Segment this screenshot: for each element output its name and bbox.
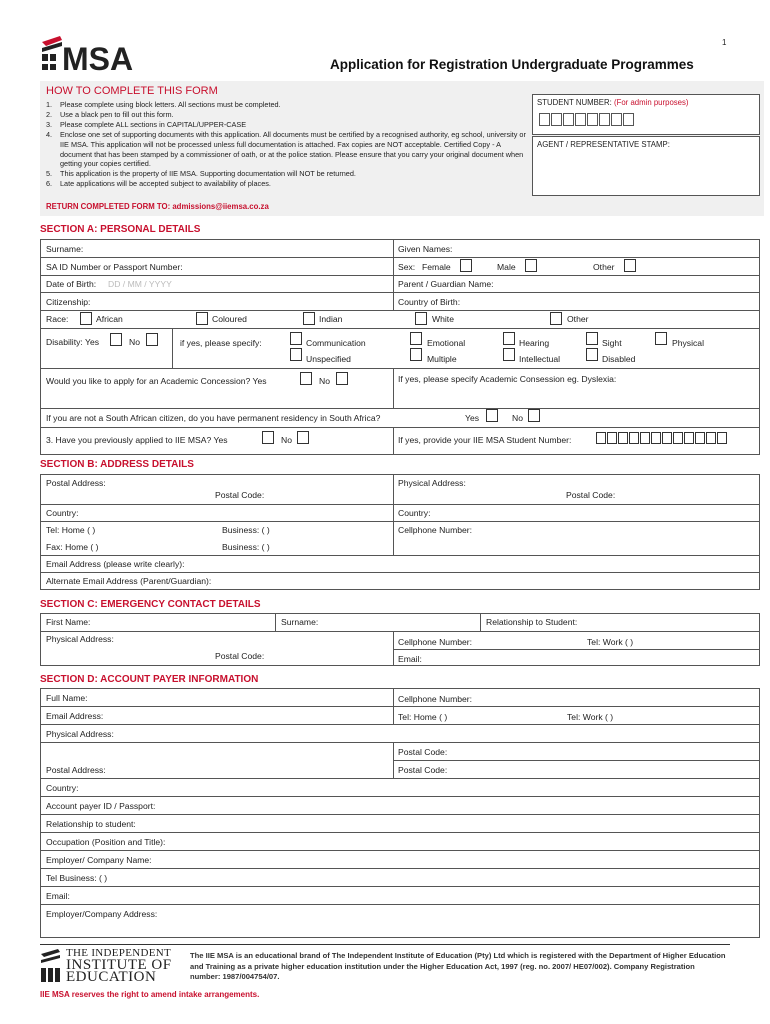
race-indian-checkbox[interactable] [303,312,315,325]
female-checkbox[interactable] [460,259,472,272]
race-african-label: African [96,314,123,324]
fax-home-label: Fax: Home ( ) [46,542,99,552]
male-label: Male [497,262,516,272]
residency-no-label: No [512,413,523,423]
physical-label: Physical [672,338,704,348]
disability-specify-label: if yes, please specify: [180,338,262,348]
payer-physical-postal-code-label: Postal Code: [398,747,448,757]
disability-intellectual-checkbox[interactable] [503,348,515,361]
disability-emotional-checkbox[interactable] [410,332,422,345]
instruction-item: 3. Please complete ALL sections in CAPITAL/UPPER-CASE [46,119,247,129]
section-a-title: SECTION A: PERSONAL DETAILS [40,224,201,235]
disability-physical-checkbox[interactable] [655,332,667,345]
sex-other-checkbox[interactable] [624,259,636,272]
emergency-email-label: Email: [398,654,422,664]
payer-postal-code-label: Postal Code: [398,765,448,775]
disability-communication-checkbox[interactable] [290,332,302,345]
surname-label: Surname: [46,244,84,254]
previous-yes-checkbox[interactable] [262,431,274,444]
concession-yes-checkbox[interactable] [300,372,312,385]
instruction-item: 1. Please complete using block letters. All sections must be completed. [46,100,281,109]
parent-name-label: Parent / Guardian Name: [398,279,494,289]
disabled-label: Disabled [602,354,636,364]
disability-no-label: No [129,337,140,347]
residency-no-checkbox[interactable] [528,409,540,422]
disability-label: Disability: Yes [46,337,100,347]
instructions-list [46,100,526,189]
tel-home-label: Tel: Home ( ) [46,525,96,535]
race-african-checkbox[interactable] [80,312,92,325]
race-label: Race: [46,314,69,324]
instruction-item: 5. This application is the property of IIE MSA. Supporting documentation will NOT be returned. [46,169,356,179]
residency-question: If you are not a South African citizen, do you have permanent residency in South Africa? [46,413,381,423]
id-number-label: SA ID Number or Passport Number: [46,262,183,272]
race-coloured-checkbox[interactable] [196,312,208,325]
page-number: 1 [722,38,727,47]
msa-logo [40,34,140,74]
disability-unspecified-checkbox[interactable] [290,348,302,361]
previous-no-label: No [281,435,292,445]
instruction-item: 4. Enclose one set of supporting documents with this application. All documents must be certified by a recognised authority, eg school, university or IIE MSA. This application will not be processed unless full documentation is attached. Fax copies are NOT acceptable. Certified Copy - A document that has been stamped by a commissioner of oath, or at the police station. Please ensure that you carry your original document when getting your copies certified. [46,129,526,169]
dob-label: Date of Birth: [46,279,97,289]
communication-label: Communication [306,338,366,348]
section-d-title: SECTION D: ACCOUNT PAYER INFORMATION [40,674,259,685]
citizenship-label: Citizenship: [46,297,91,307]
instructions-heading: HOW TO COMPLETE THIS FORM [46,85,218,97]
return-email-link[interactable]: admissions@iiemsa.co.za [172,202,269,211]
section-c-title: SECTION C: EMERGENCY CONTACT DETAILS [40,599,261,610]
emergency-postal-code-label: Postal Code: [215,651,265,661]
alt-email-label: Alternate Email Address (Parent/Guardian): [46,576,212,586]
payer-tel-work-label: Tel: Work ( ) [567,712,614,722]
cellphone-label: Cellphone Number: [398,525,473,535]
intellectual-label: Intellectual [519,354,561,364]
female-label: Female [422,262,451,272]
section-d-grid [40,688,760,938]
instruction-item: 6. Late applications will be accepted subject to availability of places. [46,179,271,189]
payer-email2-label: Email: [46,891,70,901]
return-address: RETURN COMPLETED FORM TO: admissions@iiemsa.co.za [46,202,269,211]
disability-sight-checkbox[interactable] [586,332,598,345]
disability-disabled-checkbox[interactable] [586,348,598,361]
agent-stamp-box[interactable]: AGENT / REPRESENTATIVE STAMP: [532,136,760,196]
country-birth-label: Country of Birth: [398,297,461,307]
concession-no-label: No [319,376,330,386]
race-coloured-label: Coloured [212,314,247,324]
payer-id-label: Account payer ID / Passport: [46,801,156,811]
disability-multiple-checkbox[interactable] [410,348,422,361]
concession-specify-label: If yes, please specify Academic Consession eg. Dyslexia: [398,374,617,384]
previous-application-question: 3. Have you previously applied to IIE MSA? Yes [46,435,228,445]
emergency-relationship-label: Relationship to Student: [486,617,578,627]
payer-relationship-label: Relationship to student: [46,819,136,829]
hearing-label: Hearing [519,338,550,348]
fax-business-label: Business: ( ) [222,542,270,552]
payer-employer-label: Employer/ Company Name: [46,855,152,865]
physical-postal-code-label: Postal Code: [566,490,616,500]
iie-logo-mark [40,948,64,984]
iie-logo-text: THE INDEPENDENT INSTITUTE OF EDUCATION [66,947,172,985]
emotional-label: Emotional [427,338,466,348]
business-label: Business: ( ) [222,525,270,535]
emergency-surname-label: Surname: [281,617,319,627]
payer-tel-business-label: Tel Business: ( ) [46,873,108,883]
payer-occupation-label: Occupation (Position and Title): [46,837,166,847]
disability-no-checkbox[interactable] [146,333,158,346]
residency-yes-label: Yes [465,413,480,423]
student-number-digits[interactable] [539,113,755,126]
race-white-checkbox[interactable] [415,312,427,325]
sight-label: Sight [602,338,622,348]
race-other-label: Other [567,314,589,324]
physical-country-label: Country: [398,508,431,518]
unspecified-label: Unspecified [306,354,351,364]
logo-text: MSA [62,41,134,74]
payer-full-name-label: Full Name: [46,693,88,703]
concession-no-checkbox[interactable] [336,372,348,385]
physical-address-label: Physical Address: [398,478,466,488]
male-checkbox[interactable] [525,259,537,272]
payer-employer-address-label: Employer/Company Address: [46,909,158,919]
sex-label: Sex: [398,262,416,272]
race-other-checkbox[interactable] [550,312,562,325]
emergency-cellphone-label: Cellphone Number: [398,637,473,647]
concession-question: Would you like to apply for an Academic Concession? Yes [46,376,267,386]
previous-student-number-label: If yes, provide your IIE MSA Student Number: [398,435,572,445]
previous-student-number-digits[interactable] [596,432,728,444]
page-title: Application for Registration Undergraduate Programmes [330,57,694,72]
previous-no-checkbox[interactable] [297,431,309,444]
country-label: Country: [46,508,79,518]
payer-tel-home-label: Tel: Home ( ) [398,712,448,722]
student-number-box: STUDENT NUMBER: (For admin purposes) [532,94,760,135]
emergency-physical-address-label: Physical Address: [46,634,114,644]
residency-yes-checkbox[interactable] [486,409,498,422]
payer-physical-address-label: Physical Address: [46,729,114,739]
disability-hearing-checkbox[interactable] [503,332,515,345]
race-indian-label: Indian [319,314,343,324]
payer-postal-address-label: Postal Address: [46,765,106,775]
postal-address-label: Postal Address: [46,478,106,488]
dob-field[interactable]: DD / MM / YYYY [108,279,172,289]
footer-disclaimer: IIE MSA reserves the right to amend intake arrangements. [40,990,260,999]
sex-other-label: Other [593,262,615,272]
payer-cellphone-label: Cellphone Number: [398,694,473,704]
instruction-item: 2. Use a black pen to fill out this form. [46,109,174,119]
email-label: Email Address (please write clearly): [46,559,185,569]
emergency-tel-work-label: Tel: Work ( ) [587,637,634,647]
race-white-label: White [432,314,454,324]
given-names-label: Given Names: [398,244,453,254]
payer-country-label: Country: [46,783,79,793]
emergency-first-name-label: First Name: [46,617,91,627]
disability-yes-checkbox[interactable] [110,333,122,346]
payer-email-label: Email Address: [46,711,104,721]
postal-code-label: Postal Code: [215,490,265,500]
section-b-title: SECTION B: ADDRESS DETAILS [40,459,194,470]
multiple-label: Multiple [427,354,457,364]
footer-legal-text: The IIE MSA is an educational brand of The Independent Institute of Education (Pty) Ltd which is registered with the Department of Higher Education and Training as a private higher education institution under the Higher Education Act, 1997 (reg. no. 2007/ HE07/002). Company Registration number: 1987/004754/07. [190,951,726,981]
